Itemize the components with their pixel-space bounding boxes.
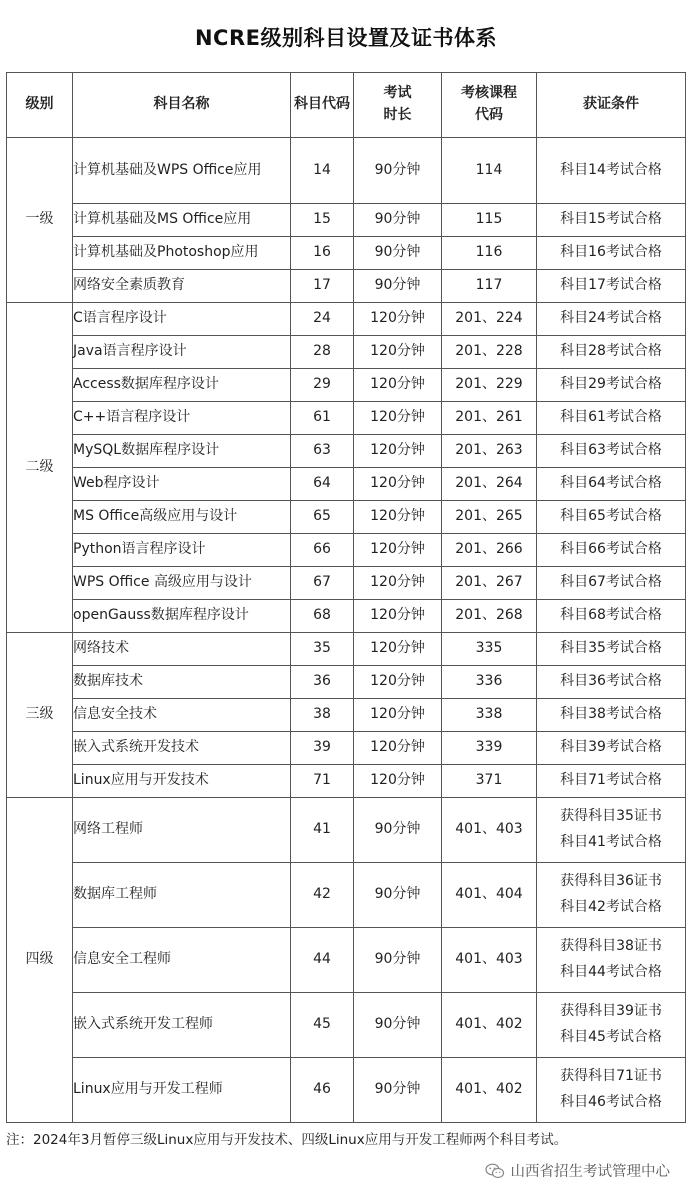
cert-condition-line: 科目39考试合格 <box>560 739 662 756</box>
level-cell: 四级 <box>7 798 73 1123</box>
subject-name-cell: C++语言程序设计 <box>73 402 291 435</box>
cert-condition-cell <box>537 138 686 204</box>
cert-condition-line: 获得科目35证书 <box>560 808 662 825</box>
cert-condition-cell <box>537 699 686 732</box>
table-row <box>7 666 686 699</box>
level-cell: 三级 <box>7 633 73 798</box>
course-code-cell: 116 <box>442 237 537 270</box>
cert-condition-cell <box>537 270 686 303</box>
table-row <box>7 336 686 369</box>
level-cell: 二级 <box>7 303 73 633</box>
header-duration-line1: 考试 <box>383 85 412 102</box>
table-row <box>7 534 686 567</box>
cert-condition-cell <box>537 765 686 798</box>
table-row <box>7 402 686 435</box>
cert-condition-cell <box>537 435 686 468</box>
subject-code-cell: 61 <box>291 402 354 435</box>
subject-code-cell: 35 <box>291 633 354 666</box>
subject-code-cell: 17 <box>291 270 354 303</box>
subject-name-cell: 计算机基础及MS Office应用 <box>73 204 291 237</box>
subject-name-cell: 计算机基础及Photoshop应用 <box>73 237 291 270</box>
cert-condition-line: 科目64考试合格 <box>560 475 662 492</box>
table-row <box>7 501 686 534</box>
subject-name-cell: Linux应用与开发技术 <box>73 765 291 798</box>
course-code-cell: 338 <box>442 699 537 732</box>
cert-condition-cell <box>537 402 686 435</box>
header-duration-line2: 时长 <box>383 107 412 123</box>
duration-cell: 120分钟 <box>354 402 442 435</box>
subject-name-cell: Linux应用与开发工程师 <box>73 1058 291 1123</box>
subject-code-cell: 38 <box>291 699 354 732</box>
table-row <box>7 765 686 798</box>
course-code-cell: 201、265 <box>442 501 537 534</box>
duration-cell: 120分钟 <box>354 303 442 336</box>
table-row <box>7 633 686 666</box>
subject-name-cell: WPS Office 高级应用与设计 <box>73 567 291 600</box>
duration-cell: 120分钟 <box>354 666 442 699</box>
cert-condition-cell <box>537 798 686 863</box>
duration-cell: 120分钟 <box>354 699 442 732</box>
subject-code-cell: 44 <box>291 928 354 993</box>
cert-condition-line: 科目29考试合格 <box>560 376 662 393</box>
watermark-text: 山西省招生考试管理中心 <box>510 1164 670 1180</box>
ncre-subject-table <box>6 72 686 1123</box>
header-course-line2: 代码 <box>475 107 503 123</box>
subject-name-cell: 数据库技术 <box>73 666 291 699</box>
course-code-cell: 201、266 <box>442 534 537 567</box>
subject-code-cell: 63 <box>291 435 354 468</box>
cert-condition-cell <box>537 993 686 1058</box>
subject-code-cell: 16 <box>291 237 354 270</box>
duration-cell: 90分钟 <box>354 237 442 270</box>
subject-code-cell: 45 <box>291 993 354 1058</box>
cert-condition-line: 获得科目39证书 <box>560 1003 662 1020</box>
cert-condition-cell <box>537 666 686 699</box>
duration-cell: 120分钟 <box>354 534 442 567</box>
table-row <box>7 699 686 732</box>
subject-code-cell: 39 <box>291 732 354 765</box>
duration-cell: 120分钟 <box>354 501 442 534</box>
cert-condition-line: 科目61考试合格 <box>560 409 662 426</box>
course-code-cell: 401、402 <box>442 993 537 1058</box>
table-row <box>7 369 686 402</box>
cert-condition-cell <box>537 1058 686 1123</box>
subject-code-cell: 66 <box>291 534 354 567</box>
level-cell: 一级 <box>7 138 73 303</box>
cert-condition-cell <box>537 204 686 237</box>
course-code-cell: 201、268 <box>442 600 537 633</box>
subject-name-cell: Java语言程序设计 <box>73 336 291 369</box>
cert-condition-cell <box>537 732 686 765</box>
cert-condition-cell <box>537 600 686 633</box>
duration-cell: 120分钟 <box>354 435 442 468</box>
subject-code-cell: 41 <box>291 798 354 863</box>
cert-condition-line: 科目36考试合格 <box>560 673 662 690</box>
subject-name-cell: MySQL数据库程序设计 <box>73 435 291 468</box>
subject-name-cell: openGauss数据库程序设计 <box>73 600 291 633</box>
course-code-cell: 201、263 <box>442 435 537 468</box>
header-course-code <box>442 73 537 138</box>
cert-condition-cell <box>537 567 686 600</box>
cert-condition-cell <box>537 633 686 666</box>
duration-cell: 90分钟 <box>354 993 442 1058</box>
subject-name-cell: MS Office高级应用与设计 <box>73 501 291 534</box>
cert-condition-cell <box>537 303 686 336</box>
duration-cell: 90分钟 <box>354 863 442 928</box>
wechat-icon <box>485 1163 505 1179</box>
cert-condition-cell <box>537 863 686 928</box>
duration-cell: 90分钟 <box>354 204 442 237</box>
course-code-cell: 339 <box>442 732 537 765</box>
subject-name-cell: 嵌入式系统开发工程师 <box>73 993 291 1058</box>
table-row <box>7 303 686 336</box>
watermark <box>485 1160 671 1181</box>
cert-condition-line: 科目71考试合格 <box>560 772 662 789</box>
course-code-cell: 335 <box>442 633 537 666</box>
course-code-cell: 201、267 <box>442 567 537 600</box>
table-row <box>7 237 686 270</box>
course-code-cell: 371 <box>442 765 537 798</box>
table-row <box>7 732 686 765</box>
course-code-cell: 336 <box>442 666 537 699</box>
cert-condition-line: 科目41考试合格 <box>560 834 662 850</box>
header-subject-name: 科目名称 <box>73 73 291 138</box>
cert-condition-line: 科目17考试合格 <box>560 277 662 294</box>
table-body <box>7 138 686 1123</box>
cert-condition-line: 科目42考试合格 <box>560 899 662 915</box>
subject-name-cell: 数据库工程师 <box>73 863 291 928</box>
cert-condition-line: 科目38考试合格 <box>560 706 662 723</box>
table-header-row <box>7 73 686 138</box>
subject-name-cell: 网络工程师 <box>73 798 291 863</box>
footnote: 注：2024年3月暂停三级Linux应用与开发技术、四级Linux应用与开发工程师两个科目考试。 <box>6 1132 568 1148</box>
course-code-cell: 114 <box>442 138 537 204</box>
table-row <box>7 863 686 928</box>
cert-condition-line: 科目68考试合格 <box>560 607 662 624</box>
subject-code-cell: 46 <box>291 1058 354 1123</box>
subject-name-cell: 计算机基础及WPS Office应用 <box>73 138 291 204</box>
cert-condition-line: 获得科目38证书 <box>560 938 662 955</box>
cert-condition-line: 科目24考试合格 <box>560 310 662 327</box>
table-row <box>7 798 686 863</box>
header-duration <box>354 73 442 138</box>
course-code-cell: 201、228 <box>442 336 537 369</box>
cert-condition-line: 获得科目36证书 <box>560 873 662 890</box>
duration-cell: 120分钟 <box>354 369 442 402</box>
table-row <box>7 600 686 633</box>
duration-cell: 120分钟 <box>354 336 442 369</box>
cert-condition-cell <box>537 534 686 567</box>
course-code-cell: 201、261 <box>442 402 537 435</box>
cert-condition-cell <box>537 336 686 369</box>
subject-name-cell: C语言程序设计 <box>73 303 291 336</box>
table-row <box>7 468 686 501</box>
cert-condition-line: 科目14考试合格 <box>560 161 662 178</box>
cert-condition-cell <box>537 369 686 402</box>
cert-condition-line: 科目15考试合格 <box>560 211 662 228</box>
cert-condition-line: 科目45考试合格 <box>560 1029 662 1045</box>
course-code-cell: 401、403 <box>442 798 537 863</box>
table-row <box>7 567 686 600</box>
subject-code-cell: 15 <box>291 204 354 237</box>
table-row <box>7 435 686 468</box>
cert-condition-line: 获得科目71证书 <box>560 1068 662 1085</box>
duration-cell: 90分钟 <box>354 138 442 204</box>
cert-condition-cell <box>537 501 686 534</box>
course-code-cell: 201、264 <box>442 468 537 501</box>
cert-condition-line: 科目35考试合格 <box>560 640 662 657</box>
table-row <box>7 204 686 237</box>
cert-condition-line: 科目46考试合格 <box>560 1094 662 1110</box>
cert-condition-line: 科目28考试合格 <box>560 343 662 360</box>
subject-code-cell: 65 <box>291 501 354 534</box>
cert-condition-line: 科目44考试合格 <box>560 964 662 980</box>
cert-condition-line: 科目65考试合格 <box>560 508 662 525</box>
subject-code-cell: 28 <box>291 336 354 369</box>
duration-cell: 120分钟 <box>354 468 442 501</box>
subject-name-cell: 网络安全素质教育 <box>73 270 291 303</box>
duration-cell: 90分钟 <box>354 798 442 863</box>
page-title: NCRE级别科目设置及证书体系 <box>194 26 497 50</box>
course-code-cell: 201、229 <box>442 369 537 402</box>
course-code-cell: 117 <box>442 270 537 303</box>
subject-name-cell: Web程序设计 <box>73 468 291 501</box>
duration-cell: 120分钟 <box>354 633 442 666</box>
cert-condition-line: 科目63考试合格 <box>560 442 662 459</box>
cert-condition-cell <box>537 928 686 993</box>
cert-condition-cell <box>537 468 686 501</box>
duration-cell: 120分钟 <box>354 567 442 600</box>
header-course-line1: 考核课程 <box>461 85 517 102</box>
cert-condition-line: 科目66考试合格 <box>560 541 662 558</box>
table-row <box>7 270 686 303</box>
subject-name-cell: Access数据库程序设计 <box>73 369 291 402</box>
table-row <box>7 928 686 993</box>
table-row <box>7 1058 686 1123</box>
subject-code-cell: 24 <box>291 303 354 336</box>
subject-code-cell: 42 <box>291 863 354 928</box>
subject-code-cell: 14 <box>291 138 354 204</box>
table-row <box>7 138 686 204</box>
subject-name-cell: 信息安全技术 <box>73 699 291 732</box>
subject-code-cell: 36 <box>291 666 354 699</box>
subject-name-cell: Python语言程序设计 <box>73 534 291 567</box>
course-code-cell: 401、404 <box>442 863 537 928</box>
cert-condition-cell <box>537 237 686 270</box>
course-code-cell: 401、402 <box>442 1058 537 1123</box>
course-code-cell: 115 <box>442 204 537 237</box>
header-cert-condition: 获证条件 <box>537 73 686 138</box>
subject-name-cell: 网络技术 <box>73 633 291 666</box>
cert-condition-line: 科目67考试合格 <box>560 574 662 591</box>
subject-code-cell: 64 <box>291 468 354 501</box>
subject-name-cell: 信息安全工程师 <box>73 928 291 993</box>
header-subject-code: 科目代码 <box>291 73 354 138</box>
duration-cell: 120分钟 <box>354 732 442 765</box>
course-code-cell: 401、403 <box>442 928 537 993</box>
subject-code-cell: 68 <box>291 600 354 633</box>
subject-name-cell: 嵌入式系统开发技术 <box>73 732 291 765</box>
duration-cell: 120分钟 <box>354 600 442 633</box>
duration-cell: 90分钟 <box>354 270 442 303</box>
duration-cell: 120分钟 <box>354 765 442 798</box>
course-code-cell: 201、224 <box>442 303 537 336</box>
subject-code-cell: 29 <box>291 369 354 402</box>
subject-code-cell: 67 <box>291 567 354 600</box>
header-level: 级别 <box>7 73 73 138</box>
duration-cell: 90分钟 <box>354 1058 442 1123</box>
duration-cell: 90分钟 <box>354 928 442 993</box>
subject-code-cell: 71 <box>291 765 354 798</box>
table-row <box>7 993 686 1058</box>
cert-condition-line: 科目16考试合格 <box>560 244 662 261</box>
